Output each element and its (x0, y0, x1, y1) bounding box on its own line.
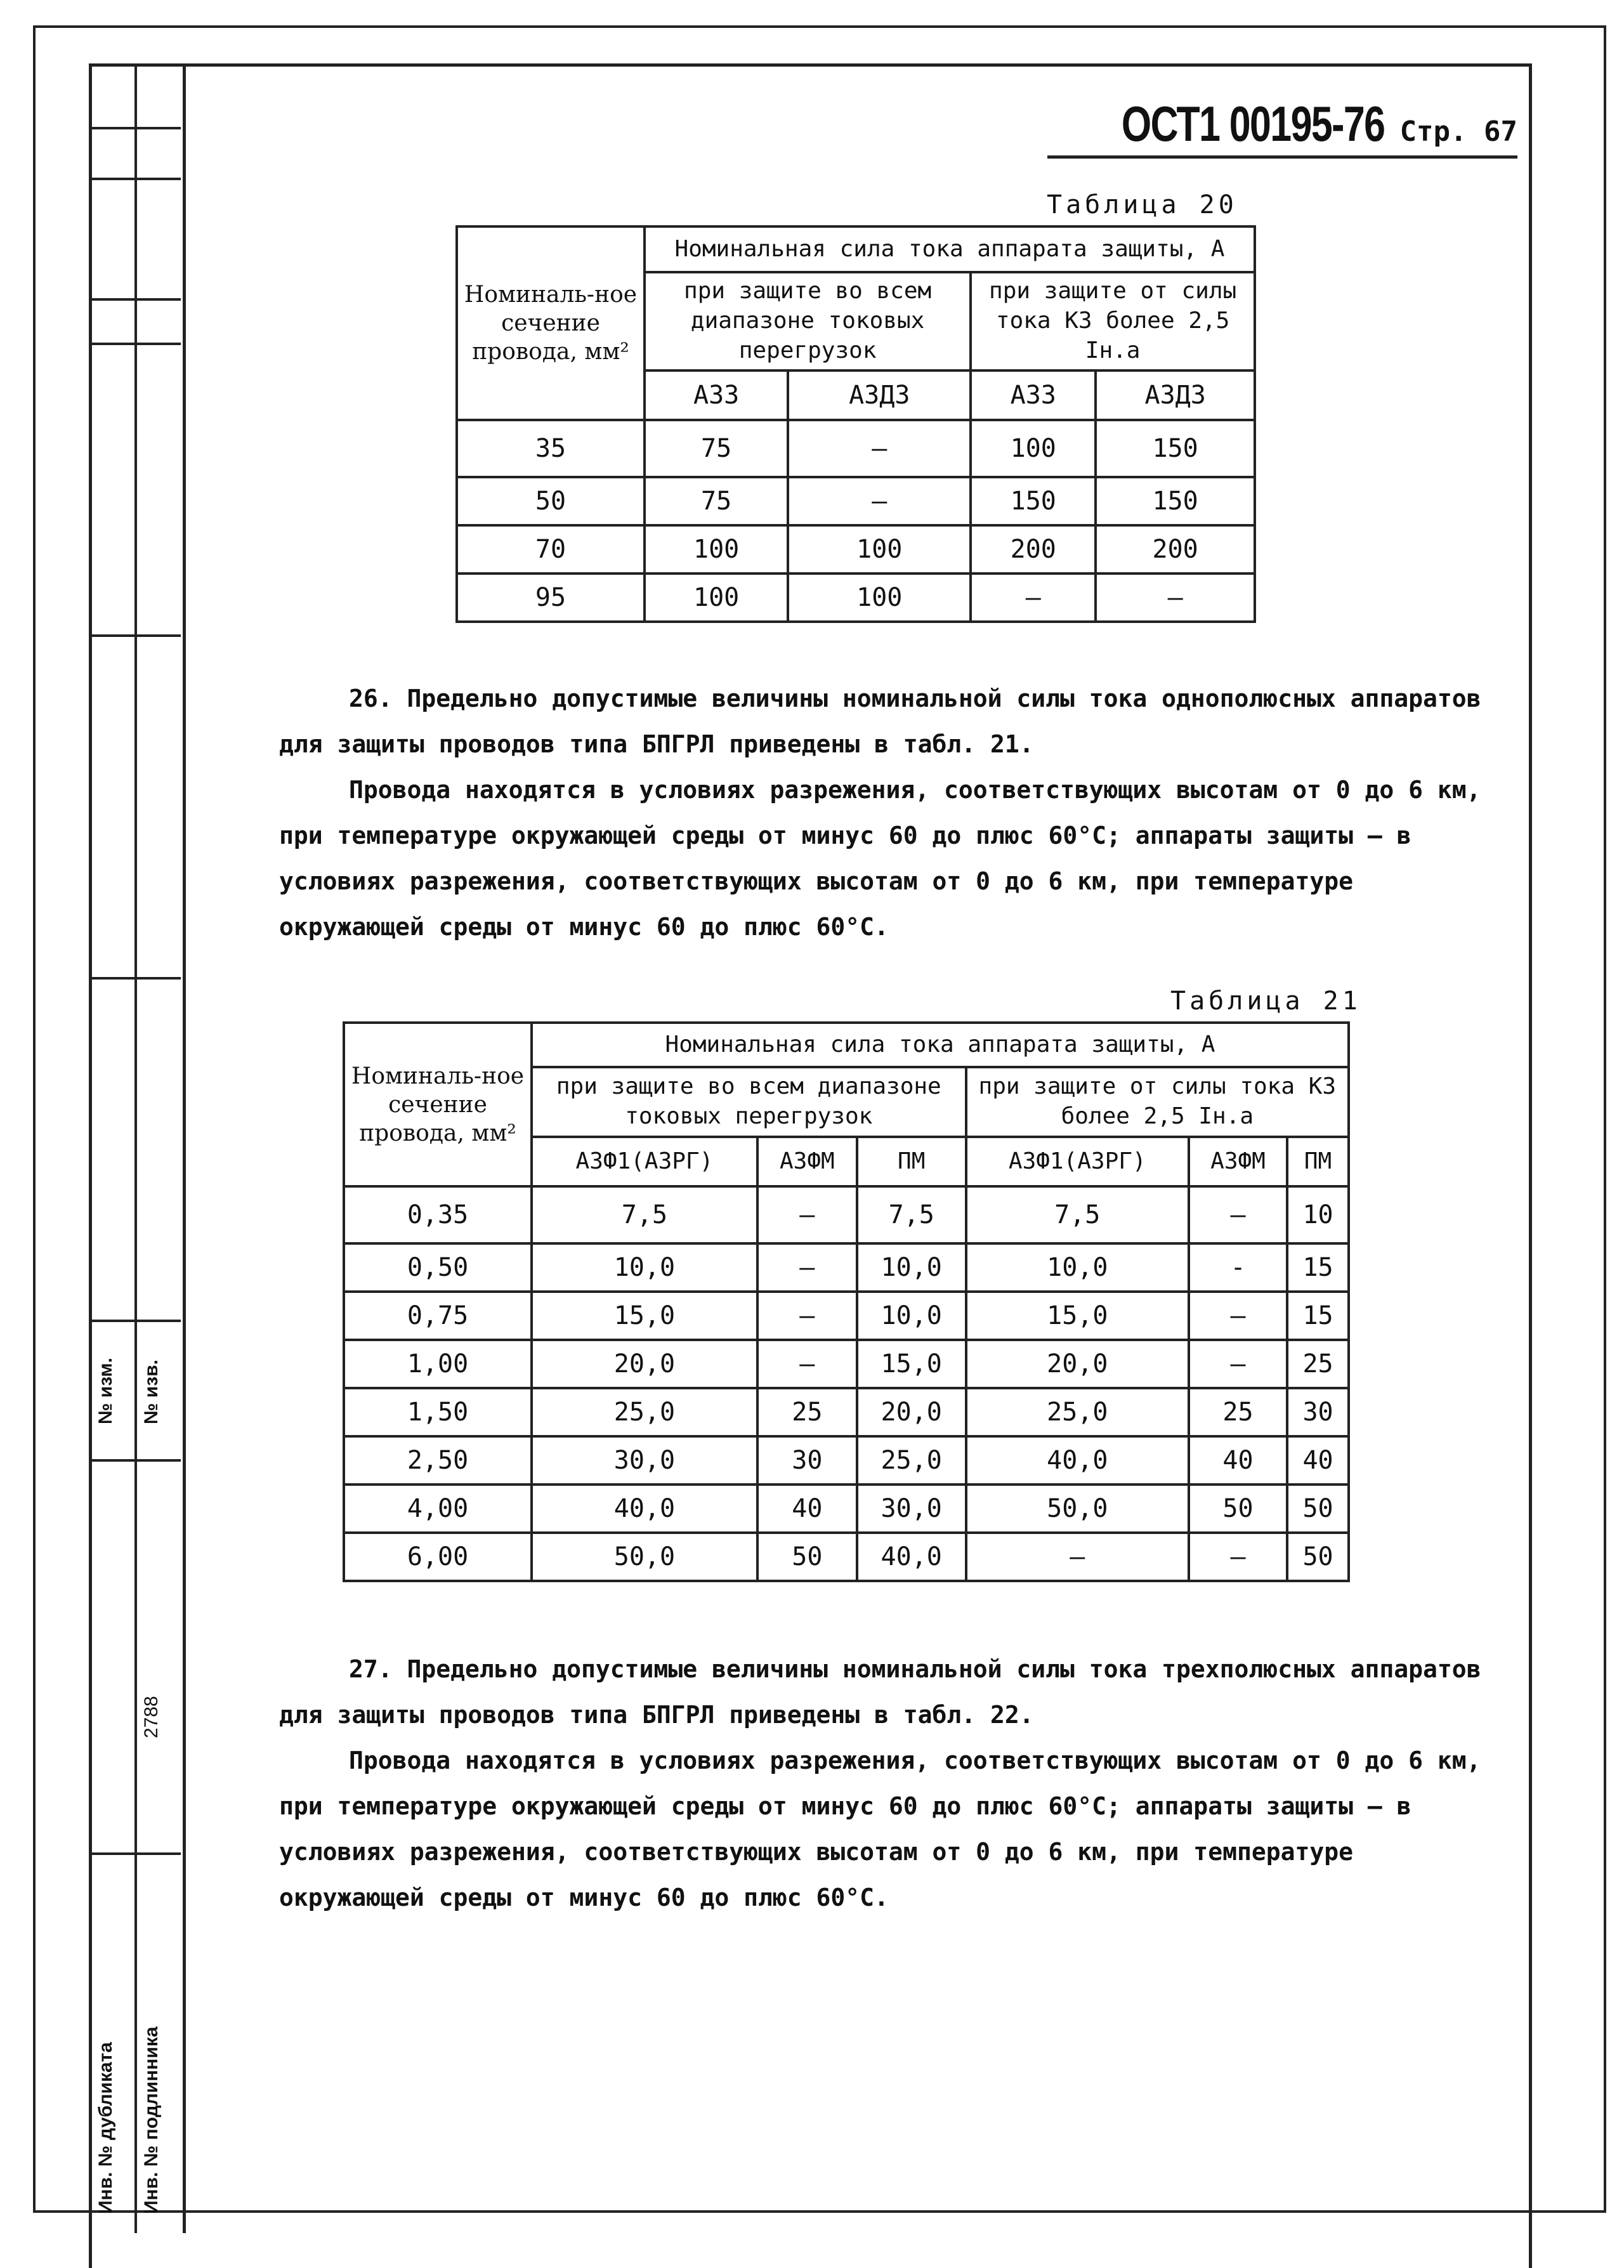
text-block-27 (279, 1646, 1484, 1920)
table-cell: 25 (757, 1388, 857, 1436)
table-cell: 150 (1096, 420, 1255, 477)
text-block-26 (279, 676, 1484, 950)
table-cell: – (757, 1292, 857, 1340)
table21-caption: Таблица 21 (1170, 987, 1361, 1016)
table-row (344, 1485, 1349, 1533)
side-cell-line (92, 343, 181, 345)
table-cell: 15 (1287, 1292, 1349, 1340)
table-cell: 20,0 (532, 1340, 757, 1388)
table-row (344, 1436, 1349, 1485)
table-cell: – (1189, 1186, 1287, 1243)
table-cell: 2,50 (344, 1436, 532, 1485)
table-cell: 20,0 (857, 1388, 966, 1436)
table-cell: – (966, 1533, 1189, 1581)
table-cell: 40,0 (532, 1485, 757, 1533)
side-dubl-label: Инв. № дубликата (95, 2042, 116, 2214)
table-cell: 15 (1287, 1243, 1349, 1292)
side-izv-label: № изв. (141, 1360, 162, 1424)
table-row (344, 1533, 1349, 1581)
table-cell: 50 (1287, 1533, 1349, 1581)
table-cell: 30 (1287, 1388, 1349, 1436)
table20-col-header: Номиналь-ное сечение провода, мм² (457, 226, 645, 420)
table20-caption: Таблица 20 (1047, 190, 1238, 220)
table20-main-header: Номинальная сила тока аппарата защиты, А (645, 226, 1255, 272)
side-cell-line (92, 977, 181, 980)
table-cell: 30,0 (857, 1485, 966, 1533)
table20-group2: при защите от силы тока К3 более 2,5 Iн.а (971, 272, 1255, 370)
side-cell-line (92, 1459, 181, 1462)
table-cell: 1,50 (344, 1388, 532, 1436)
table-row (457, 525, 1255, 574)
table-cell: – (788, 477, 971, 525)
table-cell: 75 (645, 420, 788, 477)
table-cell: 200 (1096, 525, 1255, 574)
table20 (455, 225, 1256, 623)
paragraph: Провода находятся в условиях разрежения, соответствующих высотам от 0 до 6 км, при температуре окружающей среды от минус 60 до плюс 60°С; аппараты защиты – в условиях разрежения, соответствующих высотам от 0 до 6 км, при температуре окружающей среды от минус 60 до плюс 60°С. (279, 1747, 1481, 1911)
table20-group1: при защите во всем диапазоне токовых перегрузок (645, 272, 971, 370)
table20-sub: АЗЗ (645, 370, 788, 420)
side-izm-label: № изм. (95, 1358, 116, 1424)
side-cell-line (92, 127, 181, 129)
table-cell: 0,50 (344, 1243, 532, 1292)
table-cell: 40,0 (857, 1533, 966, 1581)
table21 (343, 1021, 1350, 1582)
table-row (344, 1243, 1349, 1292)
table-cell: 150 (1096, 477, 1255, 525)
table-row (457, 574, 1255, 622)
side-cell-line (92, 298, 181, 301)
table-cell: 200 (971, 525, 1096, 574)
table-cell: 150 (971, 477, 1096, 525)
table-cell: – (1189, 1292, 1287, 1340)
table-cell: 15,0 (857, 1340, 966, 1388)
table-cell: 25,0 (966, 1388, 1189, 1436)
side-cell-line (92, 1852, 181, 1855)
table-cell: 10,0 (966, 1243, 1189, 1292)
table21-group2: при защите от силы тока К3 более 2,5 Iн.а (966, 1067, 1349, 1137)
table-cell: 100 (971, 420, 1096, 477)
table-cell: 100 (788, 525, 971, 574)
table-cell: – (757, 1340, 857, 1388)
table-cell: – (971, 574, 1096, 622)
table-cell: 95 (457, 574, 645, 622)
table-cell: 40 (757, 1485, 857, 1533)
table-cell: 50 (1287, 1485, 1349, 1533)
table21-sub: АЗФМ (1189, 1137, 1287, 1186)
table-cell: 0,35 (344, 1186, 532, 1243)
table20-sub: АЗДЗ (788, 370, 971, 420)
table-cell: 40 (1287, 1436, 1349, 1485)
table-cell: 15,0 (966, 1292, 1189, 1340)
table20-sub: АЗДЗ (1096, 370, 1255, 420)
table-cell: 7,5 (532, 1186, 757, 1243)
table-cell: 0,75 (344, 1292, 532, 1340)
table-cell: 6,00 (344, 1533, 532, 1581)
table-cell: 25,0 (857, 1436, 966, 1485)
table-cell: 10 (1287, 1186, 1349, 1243)
table21-group1: при защите во всем диапазоне токовых перегрузок (532, 1067, 966, 1137)
standard-code: ОСТ1 00195-76 (1122, 96, 1385, 152)
document-header (1047, 95, 1517, 159)
table21-col-header: Номиналь-ное сечение провода, мм² (344, 1023, 532, 1186)
table-cell: 50,0 (966, 1485, 1189, 1533)
table-cell: 50,0 (532, 1533, 757, 1581)
table20-sub: АЗЗ (971, 370, 1096, 420)
table-cell: 1,00 (344, 1340, 532, 1388)
side-podl-label: Инв. № подлинника (141, 2026, 162, 2214)
table-cell: 20,0 (966, 1340, 1189, 1388)
table-cell: 100 (645, 574, 788, 622)
table-row (457, 477, 1255, 525)
table-row (457, 420, 1255, 477)
table-row (344, 1292, 1349, 1340)
table-cell: 30,0 (532, 1436, 757, 1485)
table-cell: 25,0 (532, 1388, 757, 1436)
side-number: 2788 (141, 1696, 162, 1738)
table-cell: – (788, 420, 971, 477)
table-cell: - (1189, 1243, 1287, 1292)
table-cell: – (1189, 1533, 1287, 1581)
table-cell: 100 (788, 574, 971, 622)
table-cell: – (1096, 574, 1255, 622)
table21-sub: ПМ (1287, 1137, 1349, 1186)
table21-sub: ПМ (857, 1137, 966, 1186)
table-cell: 100 (645, 525, 788, 574)
table-cell: 25 (1287, 1340, 1349, 1388)
table-cell: 35 (457, 420, 645, 477)
paragraph: Провода находятся в условиях разрежения, соответствующих высотам от 0 до 6 км, при температуре окружающей среды от минус 60 до плюс 60°С; аппараты защиты – в условиях разрежения, соответствующих высотам от 0 до 6 км, при температуре окружающей среды от минус 60 до плюс 60°С. (279, 776, 1481, 941)
table-cell: 10,0 (857, 1292, 966, 1340)
table-cell: 10,0 (532, 1243, 757, 1292)
table21-main-header: Номинальная сила тока аппарата защиты, А (532, 1023, 1349, 1067)
table-cell: 50 (757, 1533, 857, 1581)
table-cell: – (1189, 1340, 1287, 1388)
table-cell: 75 (645, 477, 788, 525)
table-cell: 4,00 (344, 1485, 532, 1533)
paragraph: 26. Предельно допустимые величины номинальной силы тока однополюсных аппаратов для защиты проводов типа БПГРЛ приведены в табл. 21. (279, 685, 1481, 758)
table-cell: 30 (757, 1436, 857, 1485)
table-cell: – (757, 1243, 857, 1292)
table-row (344, 1388, 1349, 1436)
table21-sub: АЗФМ (757, 1137, 857, 1186)
table-cell: – (757, 1186, 857, 1243)
table-cell: 25 (1189, 1388, 1287, 1436)
table21-sub: АЗФ1(АЗРГ) (966, 1137, 1189, 1186)
table-row (344, 1340, 1349, 1388)
side-cell-line (92, 634, 181, 637)
table-cell: 7,5 (857, 1186, 966, 1243)
side-stamp-divider (90, 63, 137, 2233)
table-cell: 7,5 (966, 1186, 1189, 1243)
table-cell: 40,0 (966, 1436, 1189, 1485)
table-cell: 50 (1189, 1485, 1287, 1533)
table-cell: 40 (1189, 1436, 1287, 1485)
page-number: Стр. 67 (1399, 115, 1517, 148)
table21-sub: АЗФ1(АЗРГ) (532, 1137, 757, 1186)
side-cell-line (92, 1320, 181, 1322)
table-cell: 15,0 (532, 1292, 757, 1340)
table-cell: 50 (457, 477, 645, 525)
side-cell-line (92, 178, 181, 180)
table-row (344, 1186, 1349, 1243)
paragraph: 27. Предельно допустимые величины номинальной силы тока трехполюсных аппаратов для защиты проводов типа БПГРЛ приведены в табл. 22. (279, 1655, 1481, 1729)
table-cell: 70 (457, 525, 645, 574)
table-cell: 10,0 (857, 1243, 966, 1292)
